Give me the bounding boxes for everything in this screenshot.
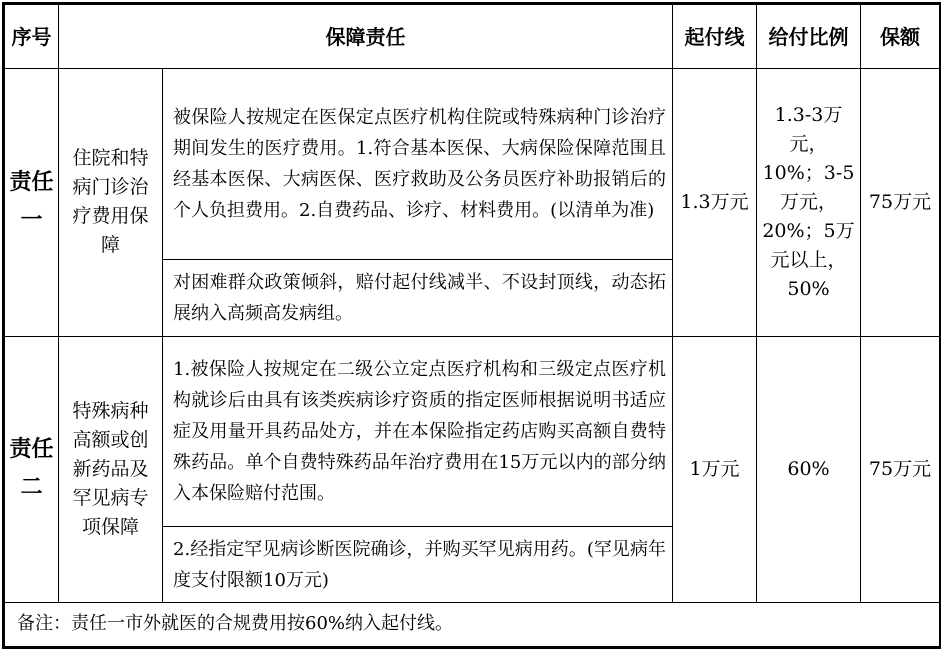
header-ratio: 给付比例 [757,5,861,69]
row-deductible: 1.3万元 [673,69,757,336]
header-deductible: 起付线 [673,5,757,69]
table-row [5,69,940,260]
row-desc-secondary: 对困难群众政策倾斜，赔付起付线减半、不设封顶线，动态拓展纳入高频高发病组。 [163,260,673,336]
row-ratio: 60% [757,336,861,602]
header-coverage: 保障责任 [59,5,673,69]
row-desc-primary: 1.被保险人按规定在二级公立定点医疗机构和三级定点医疗机构就诊后由具有该类疾病诊疗资质的指定医师根据说明书适应症及用量开具药品处方，并在本保险指定药店购买高额自费特殊药品。单个自费特殊药品年治疗费用在15万元以内的部分纳入本保险赔付范围。 [163,336,673,527]
coverage-table [4,4,940,647]
row-desc-primary: 被保险人按规定在医保定点医疗机构住院或特殊病种门诊治疗期间发生的医疗费用。1.符合基本医保、大病保险保障范围且经基本医保、大病医保、医疗救助及公务员医疗补助报销后的个人负担费用。2.自费药品、诊疗、材料费用。(以清单为准) [163,69,673,260]
row-seq: 责任一 [5,69,59,336]
row-amount: 75万元 [861,336,940,602]
row-deductible: 1万元 [673,336,757,602]
row-desc-secondary: 2.经指定罕见病诊断医院确诊，并购买罕见病用药。(罕见病年度支付限额10万元) [163,527,673,602]
coverage-table-container [2,2,941,649]
note-row [5,602,940,646]
row-amount: 75万元 [861,69,940,336]
header-seq: 序号 [5,5,59,69]
header-row [5,5,940,69]
table-row [5,336,940,527]
row-ratio: 1.3-3万元，10%；3-5万元，20%；5万元以上，50% [757,69,861,336]
row-category: 特殊病种高额或创新药品及罕见病专项保障 [59,336,163,602]
row-seq: 责任二 [5,336,59,602]
row-category: 住院和特病门诊治疗费用保障 [59,69,163,336]
header-amount: 保额 [861,5,940,69]
table-note: 备注：责任一市外就医的合规费用按60%纳入起付线。 [5,602,940,646]
